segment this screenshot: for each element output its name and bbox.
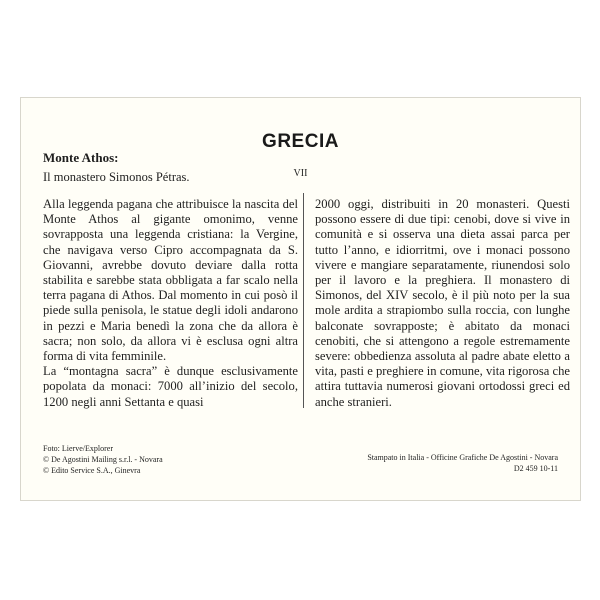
postcard-back xyxy=(20,97,581,501)
country-title: GRECIA xyxy=(262,131,339,152)
plate-number: VII xyxy=(293,168,308,179)
credit-line: Foto: Lierve/Explorer xyxy=(43,444,113,453)
text-column-right xyxy=(315,197,570,410)
credit-line: © Edito Service S.A., Ginevra xyxy=(43,466,141,475)
credit-line: © De Agostini Mailing s.r.l. - Novara xyxy=(43,455,163,464)
product-code: D2 459 10-11 xyxy=(513,464,558,473)
paragraph: 2000 oggi, distribuiti in 20 monasteri. Questi possono essere di due tipi: cenobi, dove si vive in comunità e si osserva una dieta assai parca per tutto l’anno, e idiorritmi, ove i monaci possono vivere e mangiare separatamente, riunendosi solo per il lavoro e la preghiera. Il monastero di Simonos, del XIV secolo, è il più noto per la sua mole ardita a strapiombo sulla roccia, con lunghe balconate sovrapposte; è abitato da monaci cenobiti, che si attengono a regole estremamente severe: obbedienza assoluta al padre abate eletto a vita, pasti e preghiere in comune, vita rigorosa che attira tuttavia numerosi giovani ortodossi greci ed anche stranieri. xyxy=(315,197,570,409)
text-column-left xyxy=(43,197,298,410)
paragraph: Alla leggenda pagana che attribuisce la nascita del Monte Athos al gigante omonimo, venne sovrapposta una leggenda cristiana: la Vergine, che navigava verso Cipro accompagnata da S. Giovanni, avrebbe dovuto deviare dalla rotta stabilita e sarebbe stata obbligata a far scalo nella terra pagana di Athos. Dal momento in cui posò il piede sulla penisola, le statue degli idoli andarono in pezzi e Maria benedì la zona che da allora è sacra; non solo, da allora vi è esclusa ogni altra forma di vita femminile. xyxy=(43,197,298,364)
paragraph: La “montagna sacra” è dunque esclusivamente popolata da monaci: 7000 all’inizio del secolo, 1200 negli anni Settanta e quasi xyxy=(43,364,298,409)
subject-subtitle: Il monastero Simonos Pétras. xyxy=(43,170,190,184)
printer-info xyxy=(367,452,558,474)
column-divider xyxy=(303,193,304,408)
subject-heading: Monte Athos: xyxy=(43,150,119,165)
photo-credits xyxy=(43,443,163,476)
printer-line: Stampato in Italia - Officine Grafiche De Agostini - Novara xyxy=(367,453,558,462)
